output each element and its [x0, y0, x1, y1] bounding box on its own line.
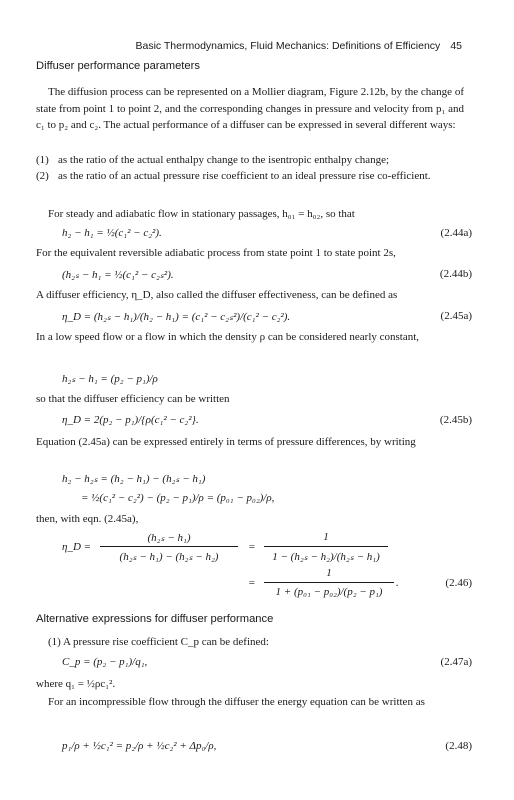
equation-number-2-48: (2.48) — [445, 740, 472, 752]
equation-2-44a: h₂ − h₁ = ½(c₁² − c₂²). — [62, 227, 162, 239]
fraction-bar — [264, 546, 388, 547]
list-item-number: (1) — [36, 154, 49, 166]
fraction-1-denominator: (h₂ₛ − h₁) − (h₂ₛ − h₂) — [119, 551, 219, 563]
equation-number-2-45a: (2.45a) — [440, 310, 472, 322]
equation-enthalpy-difference: h₂ − h₂ₛ = (h₂ − h₁) − (h₂ₛ − h₁) — [62, 473, 206, 485]
running-title: Basic Thermodynamics, Fluid Mechanics: Definitions of Efficiency — [135, 40, 441, 52]
paragraph-diffuser-efficiency: A diffuser efficiency, η_D, also called the diffuser effectiveness, can be defined as — [36, 289, 398, 301]
paragraph-reversible-process: For the equivalent reversible adiabatic process from state point 1 to state point 2s, — [36, 247, 396, 259]
list-item-text: as the ratio of an actual pressure rise coefficient to an ideal pressure rise co-efficient. — [58, 170, 431, 182]
list-item — [36, 152, 464, 169]
equation-2-48: p₁/ρ + ½c₁² = p₂/ρ + ½c₂² + Δp₀/ρ, — [62, 740, 217, 752]
equation-stagnation-pressure-loss: = ½(c₁² − c₂²) − (p₂ − p₁)/ρ = (p₀₁ − p₀₂)/ρ, — [81, 492, 275, 504]
equals-sign: = — [248, 541, 256, 553]
equation-number-2-45b: (2.45b) — [439, 414, 472, 426]
paragraph-efficiency-written: so that the diffuser efficiency can be written — [36, 393, 230, 405]
equals-sign: = — [248, 577, 256, 589]
equation-number-2-44b: (2.44b) — [439, 268, 472, 280]
page-number: 45 — [450, 40, 462, 52]
paragraph-pressure-differences: Equation (2.45a) can be expressed entirely in terms of pressure differences, by writing — [36, 436, 416, 448]
equation-2-46-lhs: η_D = — [62, 541, 92, 553]
equation-2-45a: η_D = (h₂ₛ − h₁)/(h₂ − h₁) = (c₁² − c₂ₛ²)/(c₁² − c₂²). — [62, 311, 291, 323]
paragraph-low-speed-flow: In a low speed flow or a flow in which the density ρ can be considered nearly constant, — [36, 331, 420, 343]
list-item — [36, 168, 464, 185]
paragraph-diffusion-process: The diffusion process can be represented on a Mollier diagram, Figure 2.12b, by the change of state from point 1 to point 2, and the corresponding changes in pressure and velocity from p₁ and c₁ to p₂ and c₂. The actual performance of a diffuser can be expressed in several different ways: — [36, 86, 464, 131]
list-item-number: (2) — [36, 170, 49, 182]
equation-2-47a: C_p = (p₂ − p₁)/q₁, — [62, 656, 148, 668]
list-item-text: as the ratio of the actual enthalpy change to the isentropic enthalpy change; — [58, 154, 390, 166]
section-heading-diffuser-performance: Diffuser performance parameters — [36, 60, 200, 72]
equation-number-2-46: (2.46) — [445, 577, 472, 589]
paragraph-incompressible-flow: For an incompressible flow through the diffuser the energy equation can be written as — [48, 696, 425, 708]
fraction-bar — [100, 546, 238, 547]
list-item-pressure-rise-coefficient: (1) A pressure rise coefficient C_p can be defined: — [48, 636, 269, 648]
where-definition: where q₁ = ½ρc₁². — [36, 678, 116, 690]
fraction-1-numerator: (h₂ₛ − h₁) — [147, 532, 191, 544]
fraction-2-denominator: 1 − (h₂ₛ − h₂)/(h₂ₛ − h₁) — [272, 551, 380, 563]
fraction-2-numerator: 1 — [323, 531, 329, 543]
paragraph-steady-flow: For steady and adiabatic flow in stationary passages, h₀₁ = h₀₂, so that — [48, 208, 355, 220]
equation-number-2-47a: (2.47a) — [440, 656, 472, 668]
paragraph-then-with-eqn: then, with eqn. (2.45a), — [36, 513, 139, 525]
equation-2-44b: (h₂ₛ − h₁ = ½(c₁² − c₂ₛ²). — [62, 269, 174, 281]
fraction-3-numerator: 1 — [326, 567, 332, 579]
equation-period: . — [396, 577, 399, 589]
section-heading-alternative-expressions: Alternative expressions for diffuser performance — [36, 613, 274, 625]
running-header — [40, 40, 462, 52]
fraction-bar — [264, 582, 394, 583]
equation-2-45b: η_D = 2(p₂ − p₁)/{ρ(c₁² − c₂²}. — [62, 414, 199, 426]
equation-low-speed: h₂ₛ − h₁ = (p₂ − p₁)/ρ — [62, 373, 158, 385]
equation-number-2-44a: (2.44a) — [440, 227, 472, 239]
fraction-3-denominator: 1 + (p₀₁ − p₀₂)/(p₂ − p₁) — [275, 586, 383, 598]
